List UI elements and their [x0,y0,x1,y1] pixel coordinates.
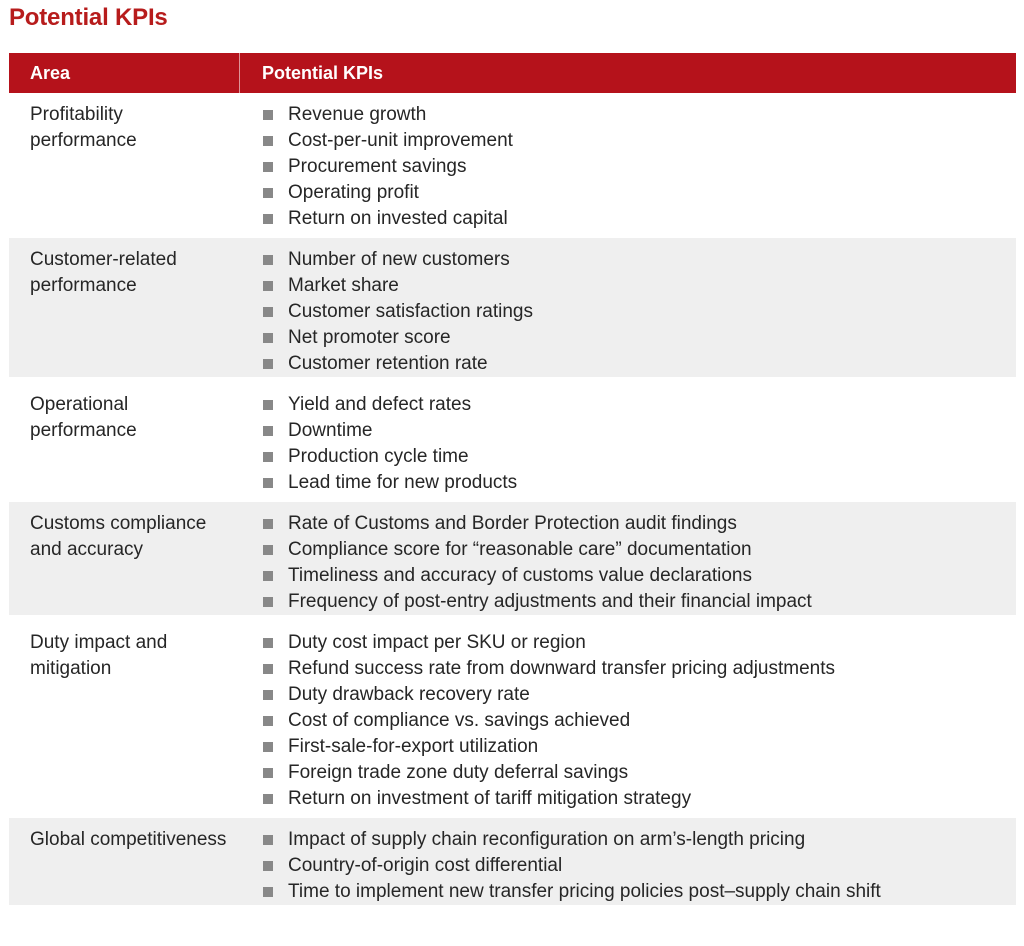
square-bullet-icon [263,333,273,343]
square-bullet-icon [263,110,273,120]
table-row [9,818,1016,911]
square-bullet-icon [263,690,273,700]
kpi-list [263,827,1016,905]
square-bullet-icon [263,742,273,752]
kpi-item [263,734,1016,760]
kpi-list [263,392,1016,496]
square-bullet-icon [263,519,273,529]
kpi-label: Downtime [288,420,373,441]
kpi-cell [241,102,1016,232]
square-bullet-icon [263,359,273,369]
kpi-item [263,325,1016,351]
square-bullet-icon [263,861,273,871]
kpi-item [263,879,1016,905]
kpi-item [263,656,1016,682]
kpi-label: Production cycle time [288,446,469,467]
square-bullet-icon [263,638,273,648]
kpi-label: Return on investment of tariff mitigation strategy [288,788,692,809]
kpi-label: Refund success rate from downward transfer pricing adjustments [288,658,836,679]
square-bullet-icon [263,664,273,674]
kpi-item [263,511,1016,537]
kpi-item [263,273,1016,299]
kpi-table [9,53,1016,911]
square-bullet-icon [263,162,273,172]
square-bullet-icon [263,794,273,804]
kpi-item [263,247,1016,273]
kpi-label: Country-of-origin cost differential [288,855,563,876]
square-bullet-icon [263,136,273,146]
kpi-label: Time to implement new transfer pricing policies post–supply chain shift [288,881,881,902]
kpi-cell [241,392,1016,496]
kpi-label: Revenue growth [288,104,427,125]
square-bullet-icon [263,571,273,581]
kpi-item [263,708,1016,734]
kpi-label: Foreign trade zone duty deferral savings [288,762,629,783]
table-row [9,238,1016,383]
kpi-label: Cost of compliance vs. savings achieved [288,710,631,731]
kpi-item [263,786,1016,812]
kpi-item [263,827,1016,853]
kpi-item [263,154,1016,180]
kpi-item [263,682,1016,708]
kpi-item [263,563,1016,589]
kpi-cell [241,247,1016,377]
kpi-cell [241,827,1016,905]
table-row [9,93,1016,238]
area-cell: Customer-related performance [30,249,177,296]
kpi-cell [241,630,1016,812]
area-cell: Customs compliance and accuracy [30,513,207,560]
page-title: Potential KPIs [9,4,168,31]
kpi-label: Compliance score for “reasonable care” documentation [288,539,752,560]
square-bullet-icon [263,887,273,897]
square-bullet-icon [263,716,273,726]
kpi-label: Number of new customers [288,249,510,270]
square-bullet-icon [263,214,273,224]
header-potential-kpis: Potential KPIs [262,62,384,83]
kpi-label: Customer satisfaction ratings [288,301,533,322]
kpi-item [263,760,1016,786]
kpi-label: Market share [288,275,399,296]
kpi-label: Customer retention rate [288,353,488,374]
square-bullet-icon [263,426,273,436]
kpi-item [263,102,1016,128]
kpi-item [263,630,1016,656]
kpi-list [263,102,1016,232]
kpi-item [263,392,1016,418]
kpi-label: Duty cost impact per SKU or region [288,632,586,653]
square-bullet-icon [263,452,273,462]
square-bullet-icon [263,255,273,265]
header-area: Area [9,53,240,93]
square-bullet-icon [263,307,273,317]
kpi-item [263,299,1016,325]
kpi-item [263,444,1016,470]
square-bullet-icon [263,400,273,410]
kpi-item [263,128,1016,154]
square-bullet-icon [263,545,273,555]
table-header-row [9,53,1016,93]
kpi-label: Rate of Customs and Border Protection audit findings [288,513,737,534]
square-bullet-icon [263,768,273,778]
kpi-label: First-sale-for-export utilization [288,736,539,757]
kpi-item [263,853,1016,879]
kpi-label: Cost-per-unit improvement [288,130,513,151]
area-cell: Profitability performance [30,104,137,151]
kpi-item [263,537,1016,563]
kpi-item [263,418,1016,444]
kpi-item [263,206,1016,232]
area-cell: Global competitiveness [30,829,227,850]
table-row [9,383,1016,502]
square-bullet-icon [263,835,273,845]
kpi-label: Duty drawback recovery rate [288,684,530,705]
kpi-label: Operating profit [288,182,419,203]
kpi-cell [241,511,1016,615]
square-bullet-icon [263,188,273,198]
kpi-list [263,511,1016,615]
kpi-item [263,589,1016,615]
kpi-label: Lead time for new products [288,472,518,493]
kpi-list [263,630,1016,812]
square-bullet-icon [263,478,273,488]
kpi-label: Net promoter score [288,327,451,348]
kpi-label: Frequency of post-entry adjustments and their financial impact [288,591,812,612]
area-cell: Duty impact and mitigation [30,632,168,679]
square-bullet-icon [263,281,273,291]
table-row [9,502,1016,621]
kpi-label: Procurement savings [288,156,467,177]
kpi-label: Yield and defect rates [288,394,472,415]
area-cell: Operational performance [30,394,137,441]
table-body [9,93,1016,911]
kpi-label: Impact of supply chain reconfiguration on arm’s-length pricing [288,829,806,850]
kpi-item [263,470,1016,496]
square-bullet-icon [263,597,273,607]
kpi-label: Return on invested capital [288,208,508,229]
kpi-label: Timeliness and accuracy of customs value declarations [288,565,752,586]
kpi-item [263,180,1016,206]
kpi-list [263,247,1016,377]
table-row [9,621,1016,818]
kpi-item [263,351,1016,377]
